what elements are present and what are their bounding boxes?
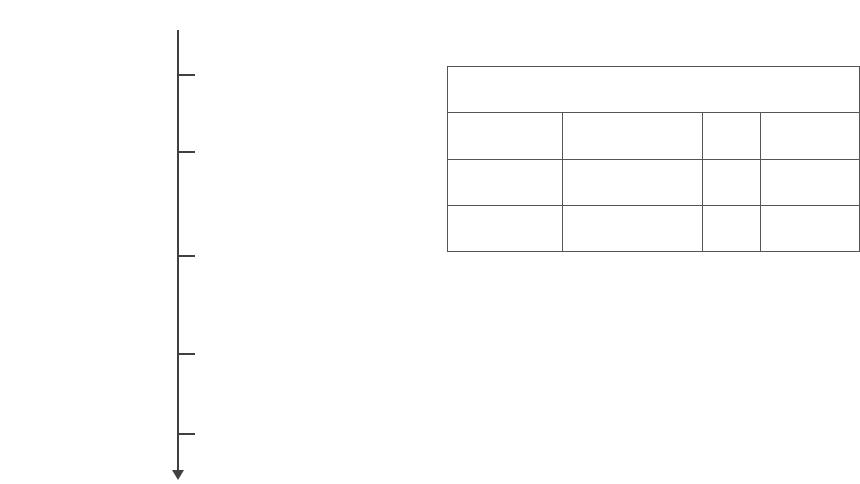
table-cell xyxy=(761,159,860,205)
table-header-row xyxy=(448,113,860,159)
table-cell xyxy=(448,159,563,205)
timeline-tick xyxy=(177,353,195,355)
timeline-tick xyxy=(177,74,195,76)
colonial-system-table xyxy=(447,66,860,252)
table-header-cell xyxy=(448,113,563,159)
table-header-cell xyxy=(761,113,860,159)
timeline-axis xyxy=(177,30,179,474)
table-cell xyxy=(761,205,860,251)
timeline-tick xyxy=(177,151,195,153)
table-cell xyxy=(703,159,761,205)
table-cell xyxy=(703,205,761,251)
timeline-arrow-icon xyxy=(172,470,184,480)
table-cell xyxy=(563,159,703,205)
table-row xyxy=(448,205,860,251)
timeline-tick xyxy=(177,255,195,257)
table-header-cell xyxy=(563,113,703,159)
table-cell xyxy=(448,205,563,251)
timeline-tick xyxy=(177,433,195,435)
table-row xyxy=(448,159,860,205)
table-header-cell xyxy=(703,113,761,159)
table-caption xyxy=(448,67,860,113)
table-cell xyxy=(563,205,703,251)
